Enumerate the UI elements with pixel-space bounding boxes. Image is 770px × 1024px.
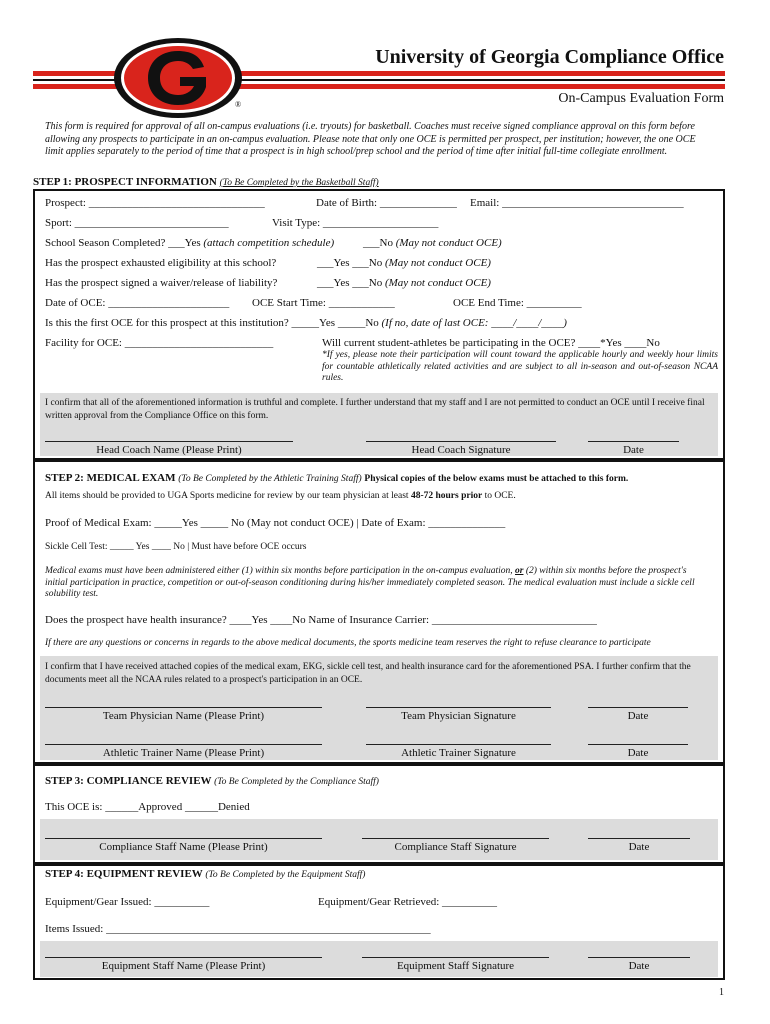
facility-field[interactable]: Facility for OCE: ___________________________ bbox=[45, 337, 274, 349]
equipment-issued-field[interactable]: Equipment/Gear Issued: __________ bbox=[45, 896, 210, 908]
head-coach-signature-label: Head Coach Signature bbox=[411, 444, 511, 456]
exhausted-question: Has the prospect exhausted eligibility at this school? bbox=[45, 257, 277, 269]
page-title: University of Georgia Compliance Office bbox=[375, 46, 724, 68]
season-no-field[interactable]: ___No (May not conduct OCE) bbox=[363, 237, 502, 249]
step4-sig-line-1 bbox=[45, 957, 322, 958]
step2-sig-line-5 bbox=[366, 744, 551, 745]
step1-heading: STEP 1: PROSPECT INFORMATION (To Be Completed by the Basketball Staff) bbox=[33, 176, 379, 188]
sport-field[interactable]: Sport: ____________________________ bbox=[45, 217, 229, 229]
step2-sig-line-2 bbox=[366, 707, 551, 708]
oce-status-field[interactable]: This OCE is: ______Approved ______Denied bbox=[45, 801, 250, 813]
step3-sig-line-2 bbox=[362, 838, 549, 839]
exhausted-answer[interactable]: ___Yes ___No (May not conduct OCE) bbox=[317, 257, 491, 269]
equipment-retrieved-field[interactable]: Equipment/Gear Retrieved: __________ bbox=[318, 896, 498, 908]
items-issued-field[interactable]: Items Issued: ___________________________________________________________ bbox=[45, 923, 431, 935]
health-insurance-field[interactable]: Does the prospect have health insurance? ____Yes ____No Name of Insurance Carrier: ______________________________ bbox=[45, 614, 597, 626]
step1-sig-line-1 bbox=[45, 441, 293, 442]
visit-type-field[interactable]: Visit Type: _____________________ bbox=[272, 217, 439, 229]
date-of-oce-field[interactable]: Date of OCE: ______________________ bbox=[45, 297, 230, 309]
step4-heading: STEP 4: EQUIPMENT REVIEW (To Be Completed by the Equipment Staff) bbox=[45, 868, 366, 880]
step3-signature-area bbox=[40, 819, 718, 860]
step4-sig-line-2 bbox=[362, 957, 549, 958]
oce-start-time-field[interactable]: OCE Start Time: ____________ bbox=[252, 297, 395, 309]
step1-confirm-text: I confirm that all of the aforementioned information is truthful and complete. I further understand that my staff and I are not permitted to conduct an OCE until I receive final written approval from the Compliance Office on this form. bbox=[45, 398, 705, 421]
compliance-staff-signature-label: Compliance Staff Signature bbox=[394, 841, 517, 853]
team-physician-name-label: Team Physician Name (Please Print) bbox=[102, 710, 265, 722]
first-oce-field[interactable]: Is this the first OCE for this prospect at this institution? _____Yes _____No (If no, date of last OCE: ____/____/____) bbox=[45, 317, 567, 329]
oce-end-time-field[interactable]: OCE End Time: __________ bbox=[453, 297, 582, 309]
current-sa-field[interactable]: Will current student-athletes be participating in the OCE? ____*Yes ____No bbox=[322, 337, 660, 349]
current-sa-note: *If yes, please note their participation will count toward the applicable hourly and weekly hour limits for countable athletically related activities and are subject to all in-season and out-of-season NCAA rules. bbox=[322, 350, 718, 383]
compliance-staff-name-label: Compliance Staff Name (Please Print) bbox=[99, 841, 268, 853]
waiver-answer[interactable]: ___Yes ___No (May not conduct OCE) bbox=[317, 277, 491, 289]
compliance-staff-date-label: Date bbox=[628, 841, 650, 853]
step2-sig-line-1 bbox=[45, 707, 322, 708]
team-physician-signature-label: Team Physician Signature bbox=[401, 710, 516, 722]
intro-text: This form is required for approval of all on-campus evaluations (i.e. tryouts) for basketball. Coaches must receive signed compliance approval on this form before allowing any prospects to participate in an on-campus evaluation. Please note that only one OCE is permitted per prospect, per institution; however, the one OCE limit applies separately to the period of time that a prospect is in high school/prep school and the period of time after initial full-time collegiate enrollment. bbox=[45, 121, 696, 157]
step2-sig-line-4 bbox=[45, 744, 322, 745]
step1-sig-line-3 bbox=[588, 441, 679, 442]
dob-field[interactable]: Date of Birth: ______________ bbox=[316, 197, 457, 209]
email-field[interactable]: Email: _________________________________ bbox=[470, 197, 684, 209]
prospect-field[interactable]: Prospect: ________________________________ bbox=[45, 197, 265, 209]
exam-timing-note: Medical exams must have been administered either (1) within six months before participation in the on-campus evaluation, or (2) within six months before the prospect's initial participation in practice, competition or out-of-season conditioning during his/her immediately completed season. The medical evaluation must include a sickle cell solubility test. bbox=[45, 566, 695, 599]
equipment-staff-signature-label: Equipment Staff Signature bbox=[396, 960, 515, 972]
step3-sig-line-3 bbox=[588, 838, 690, 839]
step2-sig-line-6 bbox=[588, 744, 688, 745]
step2-confirm-text: I confirm that I have received attached copies of the medical exam, EKG, sickle cell test, and health insurance card for the aforementioned PSA. I further confirm that the documents meet all the NCAA rules related to a prospect's participation in an OCE. bbox=[45, 662, 691, 685]
head-coach-date-label: Date bbox=[623, 444, 644, 456]
step1-sig-line-2 bbox=[366, 441, 556, 442]
athletic-trainer-signature-label: Athletic Trainer Signature bbox=[401, 747, 516, 759]
step4-sig-line-3 bbox=[588, 957, 690, 958]
medical-questions-note: If there are any questions or concerns in regards to the above medical documents, the sports medicine team reserves the right to refuse clearance to participate bbox=[45, 638, 651, 648]
step2-sig-line-3 bbox=[588, 707, 688, 708]
step3-heading: STEP 3: COMPLIANCE REVIEW (To Be Completed by the Compliance Staff) bbox=[45, 775, 379, 787]
form-subtitle: On-Campus Evaluation Form bbox=[558, 91, 724, 106]
proof-medical-exam-field[interactable]: Proof of Medical Exam: _____Yes _____ No (May not conduct OCE) | Date of Exam: ______________ bbox=[45, 517, 506, 529]
step2-heading: STEP 2: MEDICAL EXAM (To Be Completed by the Athletic Training Staff) Physical copies of the below exams must be attached to this form. bbox=[45, 472, 629, 484]
team-physician-date-label: Date bbox=[627, 710, 649, 722]
head-coach-name-label: Head Coach Name (Please Print) bbox=[96, 444, 242, 456]
step2-items-note: All items should be provided to UGA Sports medicine for review by our team physician at least 48-72 hours prior to OCE. bbox=[45, 491, 516, 501]
sickle-cell-field[interactable]: Sickle Cell Test: _____ Yes ____ No | Must have before OCE occurs bbox=[45, 542, 307, 552]
university-logo bbox=[112, 37, 244, 119]
step3-sig-line-1 bbox=[45, 838, 322, 839]
season-completed-field[interactable]: School Season Completed? ___Yes (attach competition schedule) bbox=[45, 237, 335, 249]
athletic-trainer-date-label: Date bbox=[627, 747, 649, 759]
equipment-staff-date-label: Date bbox=[628, 960, 650, 972]
logo-registered-mark: ® bbox=[235, 100, 242, 109]
waiver-question: Has the prospect signed a waiver/release of liability? bbox=[45, 277, 278, 289]
page-number: 1 bbox=[719, 987, 724, 998]
athletic-trainer-name-label: Athletic Trainer Name (Please Print) bbox=[102, 747, 265, 759]
equipment-staff-name-label: Equipment Staff Name (Please Print) bbox=[101, 960, 266, 972]
